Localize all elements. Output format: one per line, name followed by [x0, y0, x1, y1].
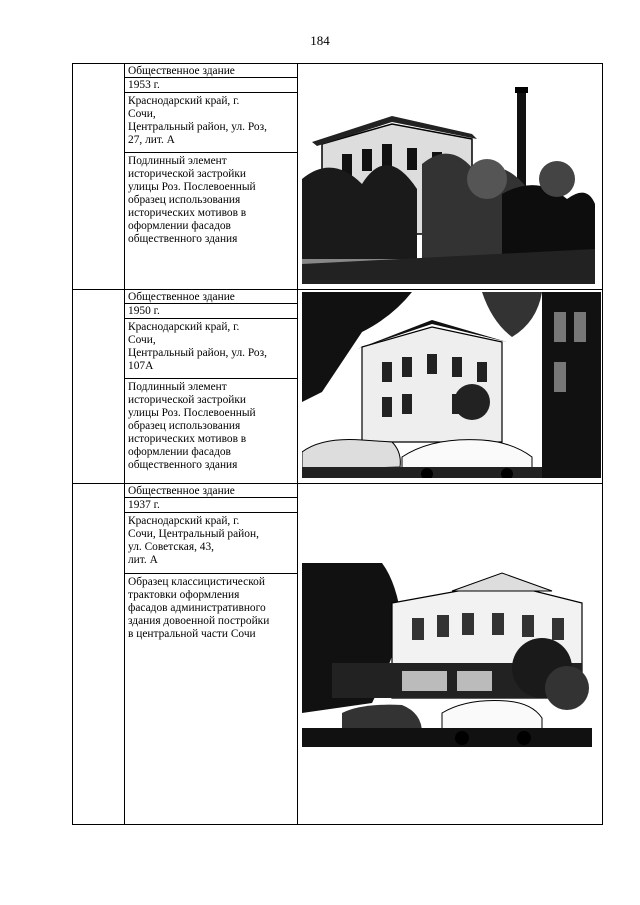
cell-divider	[124, 378, 297, 379]
row-divider-2	[73, 483, 602, 484]
building-photo-2	[302, 292, 601, 478]
cell-divider	[124, 573, 297, 574]
cell-divider	[124, 92, 297, 93]
entry-1-type: Общественное здание	[128, 65, 235, 77]
entry-3-type: Общественное здание	[128, 485, 235, 497]
cell-divider	[124, 152, 297, 153]
entry-2-address: Краснодарский край, г. Сочи, Центральный район, ул. Роз, 107А	[128, 321, 267, 372]
entry-3-description: Образец классицистической трактовки оформления фасадов административного здания довоенной постройки в центральной части Сочи	[128, 576, 270, 640]
entry-1-year: 1953 г.	[128, 79, 160, 91]
heritage-table	[72, 63, 603, 825]
cell-divider	[124, 318, 297, 319]
column-divider-1	[124, 64, 125, 824]
row-divider-1	[73, 289, 602, 290]
page-number: 184	[310, 33, 330, 48]
entry-2-description: Подлинный элемент исторической застройки улицы Роз. Послевоенный образец использования исторических мотивов в оформлении фасадов общественного здания	[128, 381, 256, 471]
entry-3-year: 1937 г.	[128, 499, 160, 511]
entry-3-address: Краснодарский край, г. Сочи, Центральный район, ул. Советская, 43, лит. А	[128, 515, 259, 566]
cell-divider	[124, 512, 297, 513]
entry-2-type: Общественное здание	[128, 291, 235, 303]
entry-2-year: 1950 г.	[128, 305, 160, 317]
entry-1-description: Подлинный элемент исторической застройки улицы Роз. Послевоенный образец использования исторических мотивов в оформлении фасадов общественного здания	[128, 155, 256, 245]
building-photo-3	[302, 563, 592, 747]
building-photo-1	[302, 84, 595, 284]
column-divider-2	[297, 64, 298, 824]
entry-1-address: Краснодарский край, г. Сочи, Центральный район, ул. Роз, 27, лит. А	[128, 95, 267, 146]
